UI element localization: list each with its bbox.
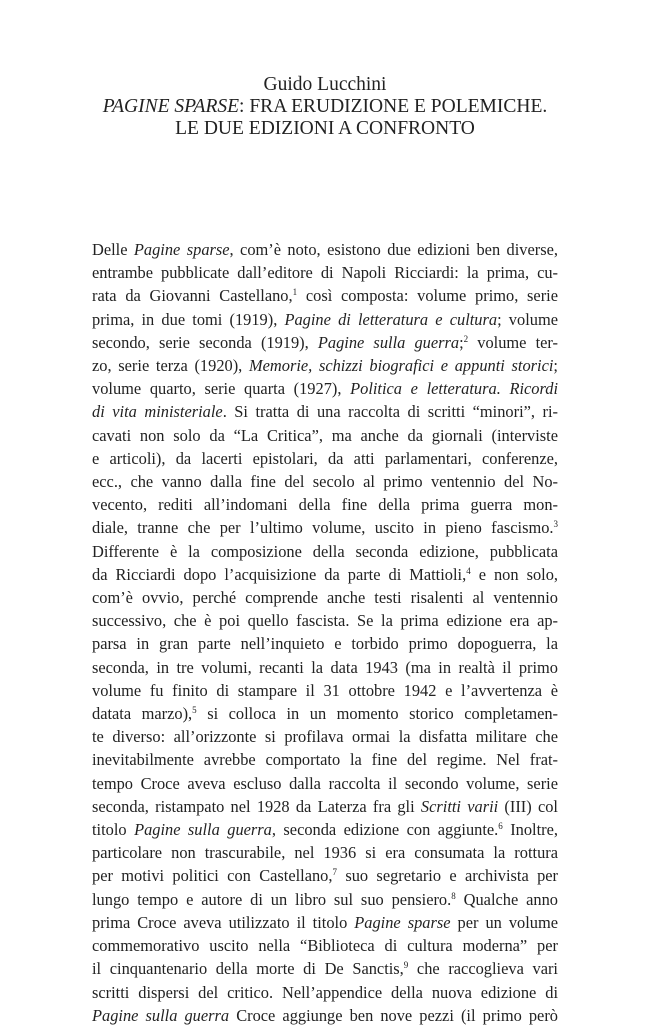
chapter-subtitle: LE DUE EDIZIONI A CONFRONTO	[175, 118, 475, 139]
text-line	[92, 656, 558, 679]
italic-text: Pagine sparse	[354, 912, 451, 932]
text-segment: , seconda edizione con aggiunte.	[271, 820, 499, 840]
text-segment: commemorativo uscito nella “Biblioteca di cultura moderna” per	[92, 936, 558, 956]
text-segment: ;	[553, 356, 558, 376]
italic-text: Pagine sulla guerra	[317, 332, 460, 352]
text-segment: da Ricciardi dopo l’acquisizione da parte di Mattioli,	[92, 564, 467, 584]
footnote-ref: 9	[403, 960, 409, 971]
text-segment: com’è ovvio, perché comprende anche testi risalenti al ventennio	[92, 588, 558, 608]
text-segment: vecento, rediti all’indomani della fine della prima guerra mon-	[92, 495, 558, 515]
text-segment: ; volume	[497, 309, 558, 329]
text-segment: . Si tratta di una raccolta di scritti “minori”, ri-	[222, 402, 559, 422]
text-line	[92, 586, 558, 609]
text-segment: per motivi politici con Castellano,	[92, 866, 333, 886]
text-line	[92, 424, 558, 447]
footnote-ref: 7	[332, 867, 337, 878]
text-line	[92, 470, 558, 493]
text-segment: inevitabilmente avrebbe comportato la fine del regime. Nel frat-	[92, 750, 558, 770]
chapter-header	[0, 74, 650, 140]
chapter-title-italic: PAGINE SPARSE	[102, 96, 240, 117]
text-line	[92, 818, 558, 841]
text-segment: cavati non solo da “La Critica”, ma anche da giornali (interviste	[92, 425, 558, 445]
text-line	[92, 516, 558, 539]
chapter-title-rest: : FRA ERUDIZIONE E POLEMICHE.	[239, 96, 548, 117]
text-segment: e non solo,	[470, 564, 558, 584]
text-segment: , com’è noto, esistono due edizioni ben diverse,	[229, 240, 558, 259]
italic-text: Pagine sparse	[133, 240, 230, 259]
italic-text: Scritti varii	[420, 796, 499, 816]
text-line	[92, 563, 558, 586]
text-segment: entrambe pubblicate dall’editore di Napoli Ricciardi: la prima, cu-	[92, 263, 558, 283]
text-line	[92, 772, 558, 795]
footnote-ref: 1	[292, 287, 298, 298]
text-line	[92, 493, 558, 516]
text-segment: rata da Giovanni Castellano,	[92, 286, 293, 306]
text-line	[92, 748, 558, 771]
text-segment: lungo tempo e autore di un libro sul suo pensiero.	[92, 889, 452, 909]
text-segment: si colloca in un momento storico completamen-	[196, 704, 559, 724]
text-segment: seconda, in tre volumi, recanti la data 1943 (ma in realtà il primo	[92, 657, 558, 677]
text-line	[92, 284, 558, 307]
text-segment: suo segretario e archivista per	[336, 866, 558, 886]
text-segment: per un volume	[450, 912, 558, 932]
text-segment: prima, in due tomi (1919),	[92, 309, 285, 329]
italic-text: di vita ministeriale	[92, 402, 223, 422]
text-segment: seconda, ristampato nel 1928 da Laterza fra gli	[92, 796, 421, 816]
text-segment: te diverso: all’orizzonte si profilava ormai la disfatta militare che	[92, 727, 558, 747]
italic-text: Pagine di letteratura e cultura	[284, 309, 498, 329]
text-segment: volume quarto, serie quarta (1927),	[92, 379, 351, 399]
text-line	[92, 702, 558, 725]
text-line	[92, 400, 558, 423]
text-segment: prima Croce aveva utilizzato il titolo	[92, 912, 355, 932]
text-segment: tempo Croce aveva escluso dalla raccolta il secondo volume, serie	[92, 773, 558, 793]
body-paragraph	[92, 238, 558, 1027]
footnote-ref: 2	[463, 333, 469, 344]
text-segment: volume fu finito di stampare il 31 ottobre 1942 e l’avvertenza è	[92, 680, 558, 700]
text-line	[92, 331, 558, 354]
footnote-ref: 6	[498, 821, 503, 832]
text-line	[92, 864, 558, 887]
text-segment: zo, serie terza (1920),	[92, 356, 249, 376]
text-line	[92, 911, 558, 934]
text-line	[92, 795, 558, 818]
text-segment: successivo, che è poi quello fascista. Se la prima edizione era ap-	[92, 611, 558, 631]
text-line	[92, 632, 558, 655]
text-line	[92, 540, 558, 563]
text-segment: Inoltre,	[502, 820, 558, 840]
text-line	[92, 447, 558, 470]
chapter-title	[0, 96, 650, 118]
italic-text: Politica e letteratura. Ricordi	[350, 379, 559, 399]
text-line	[92, 354, 558, 377]
text-line	[92, 981, 558, 1004]
text-line	[92, 377, 558, 400]
text-segment: particolare non trascurabile, nel 1936 si era consumata la rottura	[92, 843, 558, 863]
text-segment: così composta: volume primo, serie	[297, 286, 558, 306]
italic-text: Pagine sulla guerra	[134, 820, 272, 840]
footnote-ref: 4	[466, 565, 471, 576]
text-segment: titolo	[92, 820, 135, 840]
text-line	[92, 841, 558, 864]
text-segment: (III) col	[498, 796, 558, 816]
text-segment: ecc., che vanno dalla fine del secolo al primo ventennio del No-	[92, 472, 558, 492]
text-segment: volume ter-	[468, 332, 558, 352]
text-line	[92, 308, 558, 331]
text-line	[92, 609, 558, 632]
text-segment: Qualche anno	[455, 889, 558, 909]
text-line	[92, 888, 558, 911]
text-segment: Differente è la composizione della seconda edizione, pubblicata	[92, 541, 558, 561]
text-line	[92, 725, 558, 748]
text-line	[92, 957, 558, 980]
text-segment: il cinquantenario della morte di De Sanctis,	[92, 959, 404, 979]
footnote-ref: 5	[192, 705, 197, 716]
text-segment: scritti dispersi del critico. Nell’appendice della nuova edizione di	[92, 982, 558, 1002]
text-line	[92, 679, 558, 702]
italic-text: Pagine sulla guerra	[92, 1005, 230, 1025]
text-segment: secondo, serie seconda (1919),	[92, 332, 318, 352]
author-name: Guido Lucchini	[263, 74, 387, 95]
footnote-ref: 8	[451, 890, 456, 901]
text-line	[92, 238, 558, 261]
text-segment: ;	[459, 332, 464, 352]
text-line	[92, 934, 558, 957]
text-segment: parsa in gran parte nell’inquieto e torbido primo dopoguerra, la	[92, 634, 558, 654]
text-segment: che raccoglieva vari	[408, 959, 558, 979]
footnote-ref: 3	[553, 519, 558, 530]
italic-text: Memorie, schizzi biografici e appunti storici	[248, 356, 554, 376]
text-segment: Delle	[92, 240, 134, 259]
text-segment: e articoli), da lacerti epistolari, da atti parlamentari, conferenze,	[92, 448, 558, 468]
text-line	[92, 261, 558, 284]
text-segment: diale, tranne che per l’ultimo volume, uscito in pieno fascismo.	[92, 518, 554, 538]
text-segment: datata marzo),	[92, 704, 193, 724]
text-line	[92, 1004, 558, 1027]
text-segment: Croce aggiunge ben nove pezzi (il primo però	[229, 1005, 558, 1025]
